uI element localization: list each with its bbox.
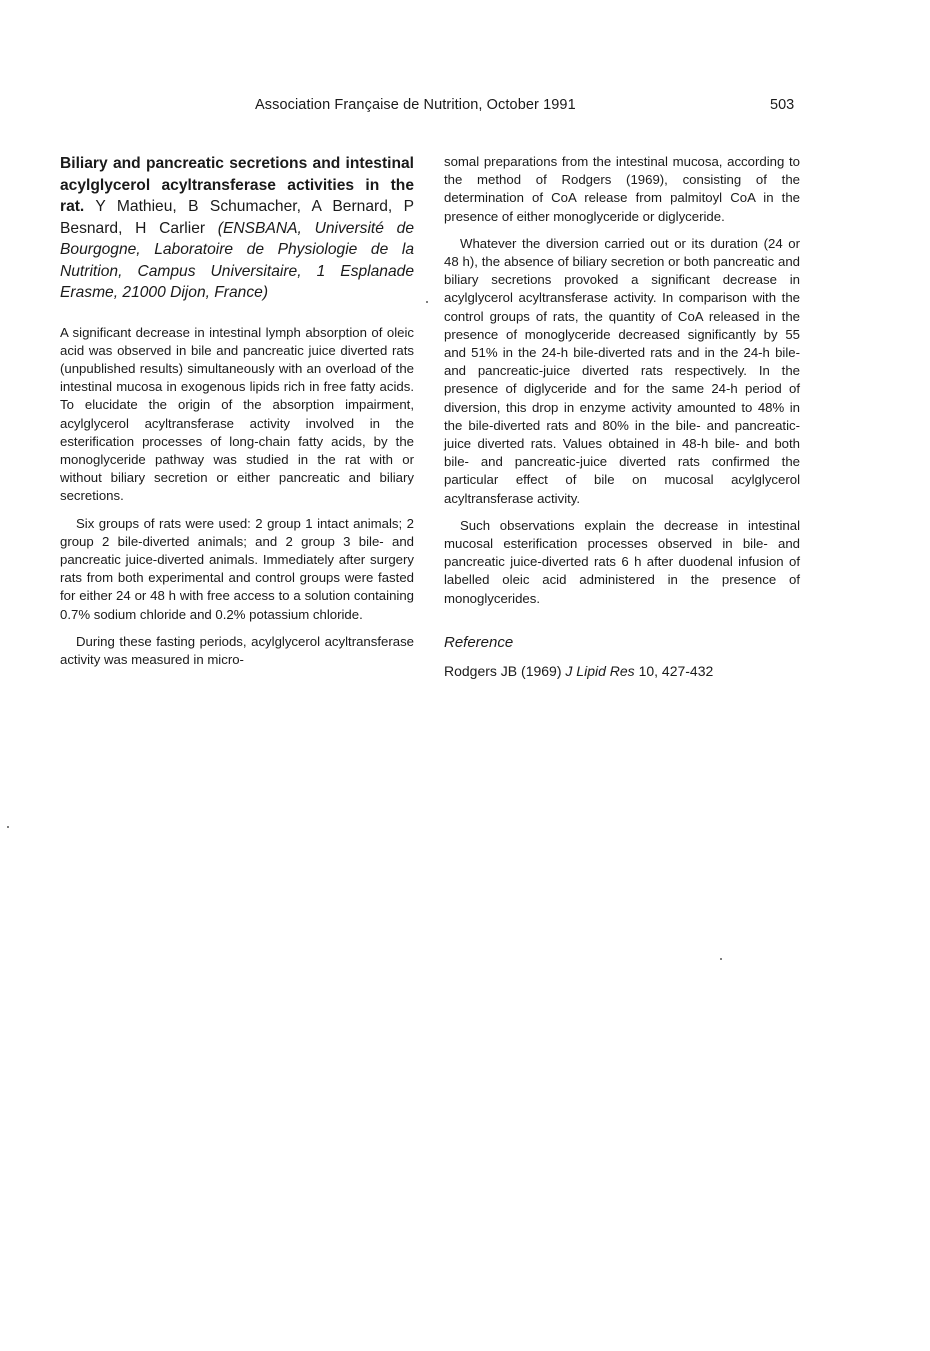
reference-heading: Reference: [444, 633, 514, 651]
paragraph-methods-continued: somal preparations from the intestinal mucosa, according to the method of Rodgers (1969), consisting of the determination of CoA release from palmitoyl CoA in the presence of either monoglyceride or diglyceride.: [444, 154, 800, 224]
paragraph-conclusion: Such observations explain the decrease in intestinal mucosal esterification processes observed in bile- and pancreatic juice-diverted rats 6 h after duodenal infusion of labelled oleic acid administered in the presence of monoglycerides.: [444, 517, 800, 606]
left-column: [60, 153, 414, 678]
scan-speck: [426, 301, 428, 303]
reference-authors: Rodgers JB (1969): [444, 663, 562, 680]
paragraph-abstract: A significant decrease in intestinal lymph absorption of oleic acid was observed in bile and pancreatic juice diverted rats (unpublished results) simultaneously with an overload of the intestinal mucosa in exogenous lipids rich in free fatty acids. To elucidate the origin of the absorption impairment, acylglycerol acyltransferase activity involved in the esterification processes of long-chain fatty acids, by the monoglyceride pathway was studied in the rat with or without biliary secretion or either pancreatic and biliary secretions.: [60, 324, 414, 504]
reference-volume-pages: 10, 427-432: [638, 663, 714, 680]
reference-item: [444, 662, 800, 680]
article-authors: Y Mathieu, B Schumacher, A Bernard, P Besnard, H Carlier: [60, 198, 414, 237]
paragraph-methods-groups: Six groups of rats were used: 2 group 1 intact animals; 2 group 2 bile-diverted animals; and 2 group 3 bile- and pancreatic juice-diverted animals. Immediately after surgery rats from both experimental and control groups were fasted for either 24 or 48 h with free access to a solution containing 0.7% sodium chloride and 0.2% potassium chloride.: [60, 515, 414, 622]
article-affiliation: (ENSBANA, Université de Bourgogne, Laboratoire de Physiologie de la Nutrition, Campus Universitaire, 1 Esplanade Erasme, 21000 Dijon, France): [60, 219, 414, 301]
paragraph-results: Whatever the diversion carried out or its duration (24 or 48 h), the absence of biliary secretion or both pancreatic and biliary secretions provoked a significant decrease in acylglycerol acyltransferase activity. In comparison with the control groups of rats, the quantity of CoA released in the presence of monoglyceride decreased significantly by 55 and 51% in the 24-h bile-diverted rats and in the 24-h bile- and pancreatic-juice diverted rats respectively. In the presence of diglyceride and for the same 24-h period of diversion, this drop in enzyme activity amounted to 48% in the bile-diverted rats and 80% in the bile- and pancreatic-juice diverted rats. Values obtained in 48-h bile- and both bile- and pancreatic-juice diverted rats confirmed the particular effect of bile on mucosal acylglycerol acyltransferase activity.: [444, 235, 800, 506]
article-title: Biliary and pancreatic secretions and intestinal acylglycerol acyltransferase activities in the rat.: [60, 155, 414, 215]
page-header: [0, 97, 930, 117]
article-heading: [60, 153, 414, 304]
right-column: [444, 153, 800, 680]
scan-speck: [720, 958, 722, 960]
page-number: 503: [770, 97, 795, 113]
running-head: Association Française de Nutrition, October 1991: [255, 97, 576, 113]
reference-journal: J Lipid Res: [565, 663, 635, 680]
paragraph-methods-fasting: During these fasting periods, acylglycerol acyltransferase activity was measured in micro-: [60, 633, 414, 667]
scan-speck: [7, 826, 9, 828]
